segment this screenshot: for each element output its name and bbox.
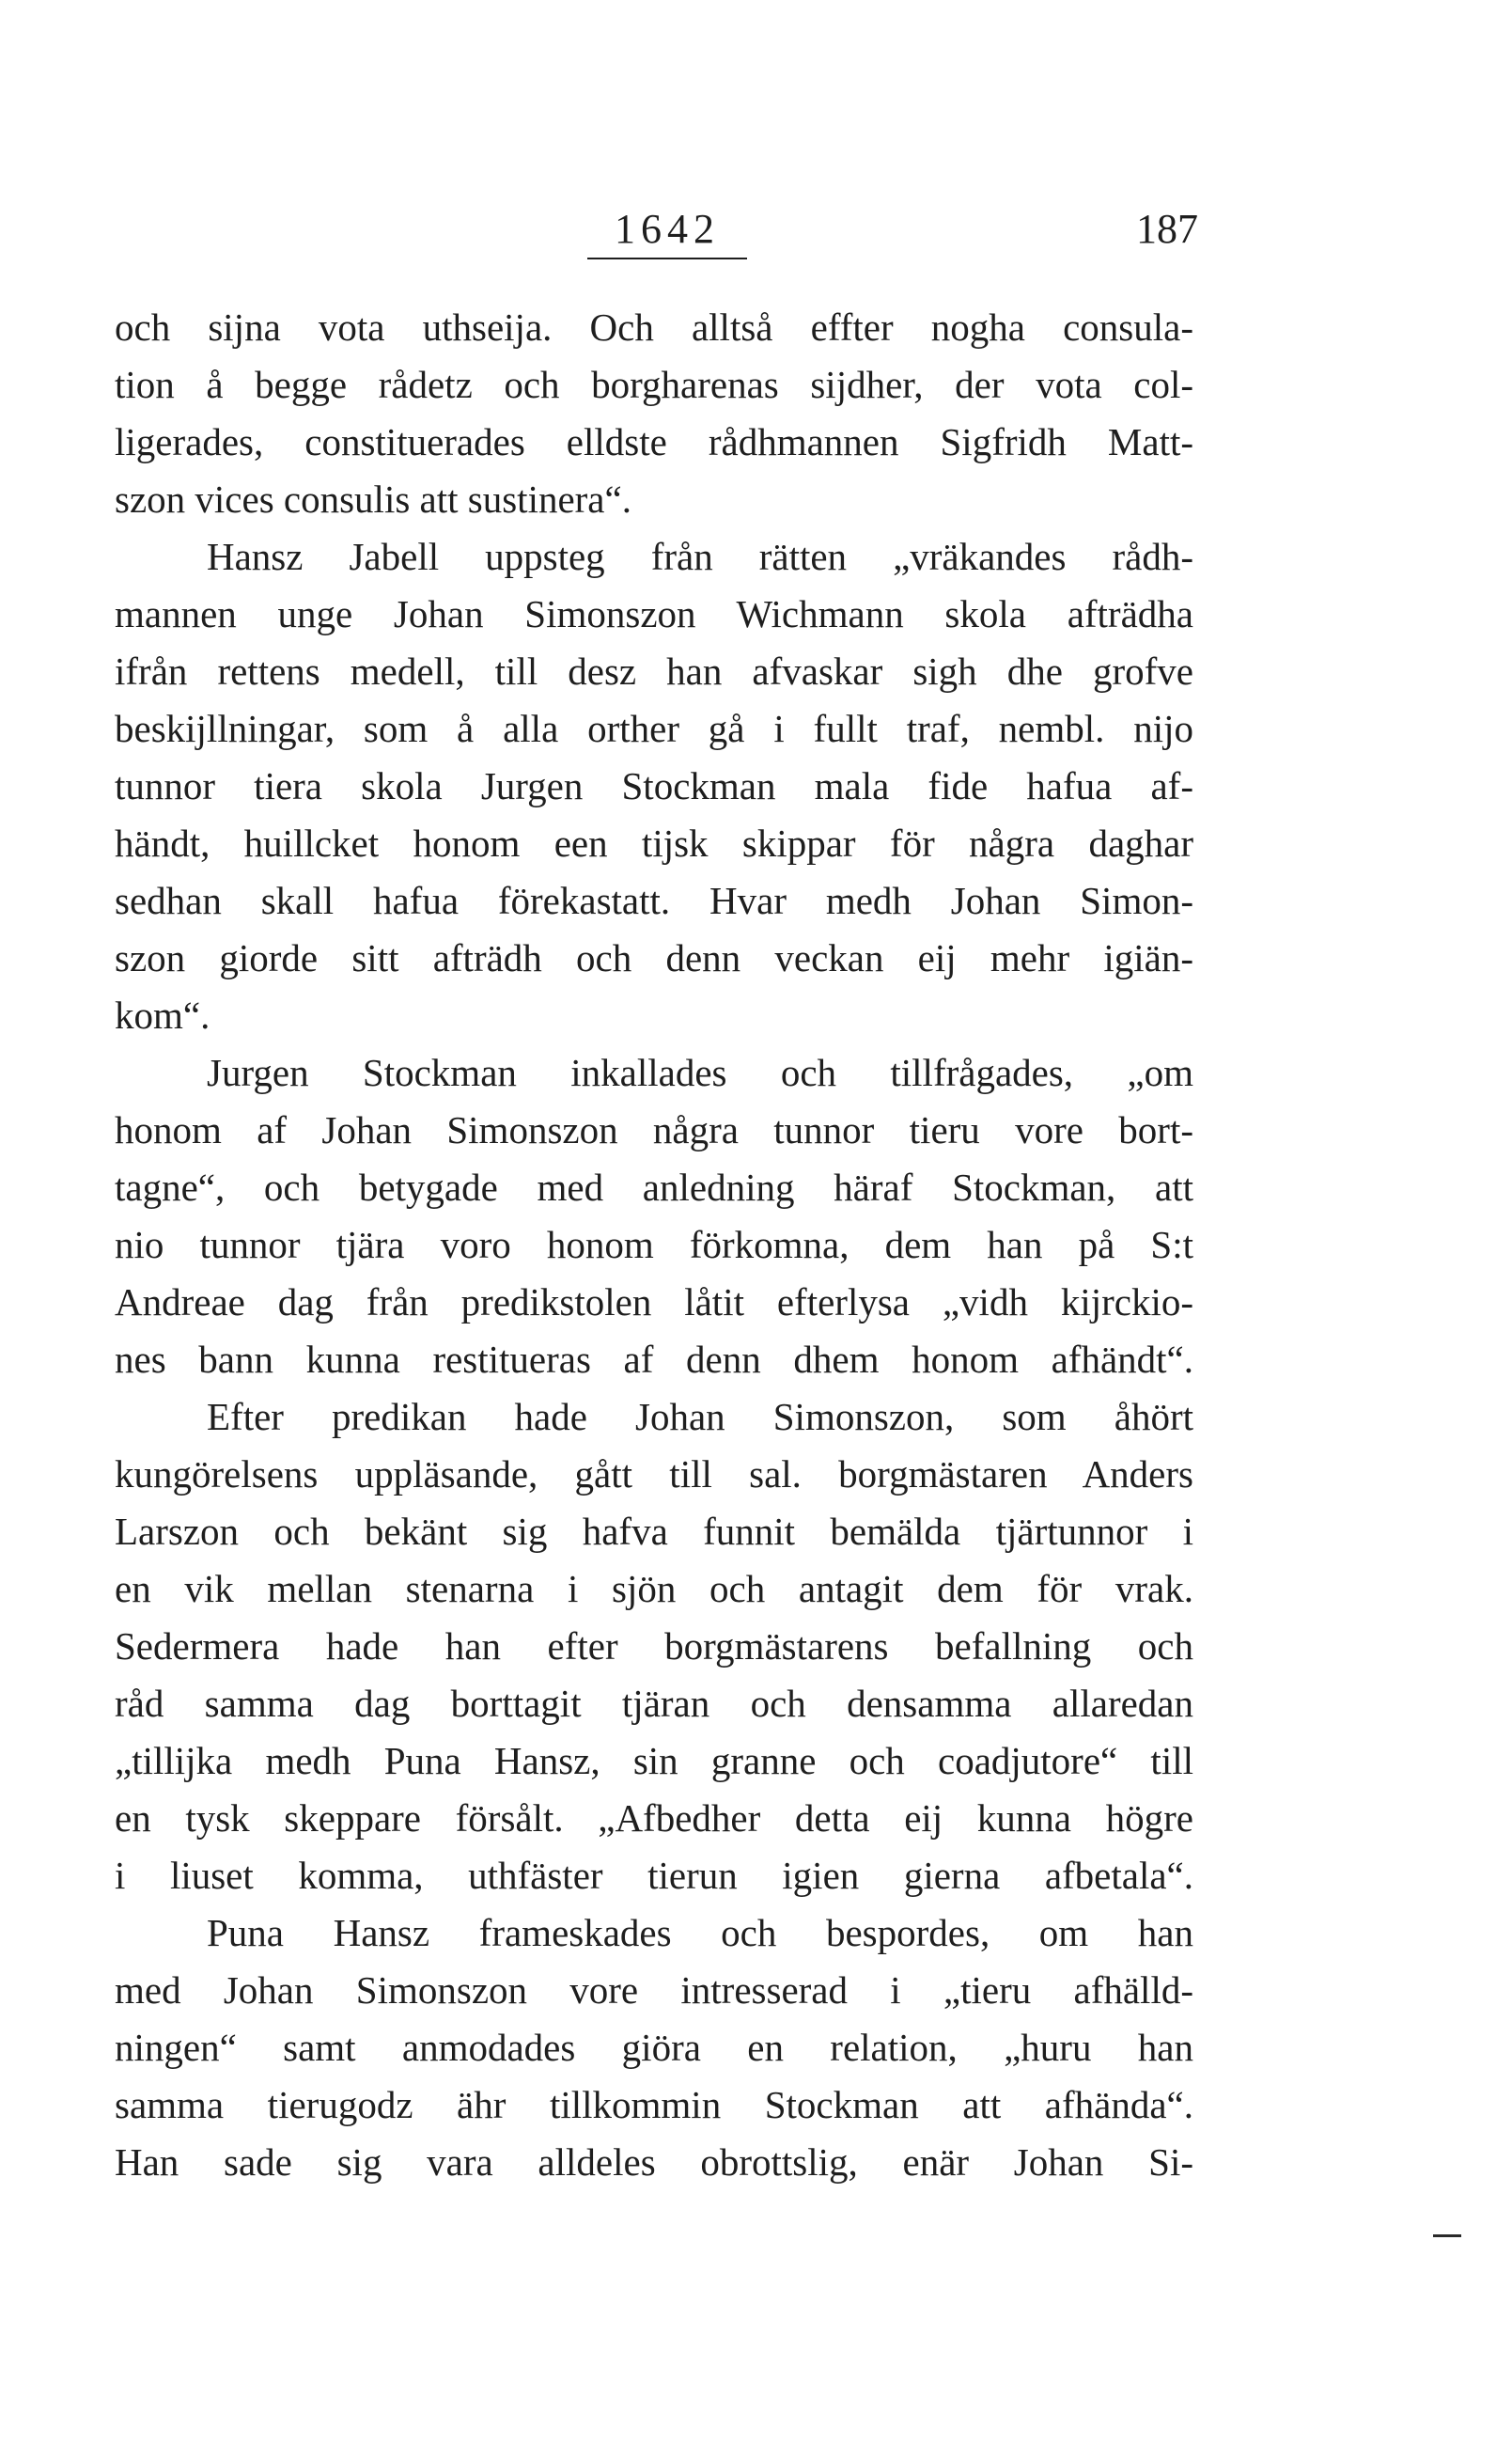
text-line: szon giorde sitt afträdh och denn veckan eij mehr igiän- xyxy=(115,936,1193,979)
text-line: sedhan skall hafua förekastatt. Hvar medh Johan Simon- xyxy=(115,879,1193,922)
text-line: med Johan Simonszon vore intresserad i „tieru afhälld- xyxy=(115,1968,1193,2012)
text-line: en tysk skeppare försålt. „Afbedher detta eij kunna högre xyxy=(115,1796,1193,1840)
page-number: 187 xyxy=(1136,206,1198,252)
text-line-paragraph-start: Puna Hansz frameskades och bespordes, om han xyxy=(207,1911,1193,1954)
text-line: „tillijka medh Puna Hansz, sin granne och coadjutore“ till xyxy=(115,1739,1193,1782)
text-line: Sedermera hade han efter borgmästarens befallning och xyxy=(115,1624,1193,1668)
text-line: Larszon och bekänt sig hafva funnit bemälda tjärtunnor i xyxy=(115,1510,1193,1553)
text-line: mannen unge Johan Simonszon Wichmann skola afträdha xyxy=(115,592,1193,635)
text-line-paragraph-start: Hansz Jabell uppsteg från rätten „vräkandes rådh- xyxy=(207,535,1193,578)
text-line: Han sade sig vara alldeles obrottslig, enär Johan Si- xyxy=(115,2140,1193,2184)
text-line: råd samma dag borttagit tjäran och densamma allaredan xyxy=(115,1682,1193,1725)
text-line: och sijna vota uthseija. Och alltså effter nogha consula- xyxy=(115,306,1193,349)
running-header-year: 1642 xyxy=(587,205,747,259)
text-line: beskijllningar, som å alla orther gå i fullt traf, nembl. nijo xyxy=(115,707,1193,750)
text-line: tunnor tiera skola Jurgen Stockman mala fide hafua af- xyxy=(115,764,1193,807)
text-line: tion å begge rådetz och borgharenas sijdher, der vota col- xyxy=(115,363,1193,406)
text-line-paragraph-end: kom“. xyxy=(115,994,210,1037)
text-line: Andreae dag från predikstolen låtit efterlysa „vidh kijrckio- xyxy=(115,1280,1193,1324)
text-line: kungörelsens uppläsande, gått till sal. borgmästaren Anders xyxy=(115,1452,1193,1496)
text-line: ifrån rettens medell, till desz han afvaskar sigh dhe grofve xyxy=(115,650,1193,693)
text-line-paragraph-end: i liuset komma, uthfäster tierun igien gierna afbetala“. xyxy=(115,1854,1193,1897)
text-line: nio tunnor tjära voro honom förkomna, dem han på S:t xyxy=(115,1223,1193,1266)
text-line-paragraph-start: Efter predikan hade Johan Simonszon, som åhört xyxy=(207,1395,1193,1438)
text-line: samma tierugodz ähr tillkommin Stockman att afhända“. xyxy=(115,2083,1193,2126)
text-line-paragraph-end: szon vices consulis att sustinera“. xyxy=(115,478,631,521)
body-text xyxy=(115,299,1193,2191)
text-line: tagne“, och betygade med anledning häraf Stockman, att xyxy=(115,1166,1193,1209)
text-line: händt, huillcket honom een tijsk skippar för några daghar xyxy=(115,822,1193,865)
text-line: ligerades, constituerades elldste rådhmannen Sigfridh Matt- xyxy=(115,420,1193,463)
text-line: en vik mellan stenarna i sjön och antagit dem för vrak. xyxy=(115,1567,1193,1610)
text-line: honom af Johan Simonszon några tunnor tieru vore bort- xyxy=(115,1108,1193,1152)
text-line: ningen“ samt anmodades giöra en relation, „huru han xyxy=(115,2026,1193,2069)
text-line-paragraph-start: Jurgen Stockman inkallades och tillfrågades, „om xyxy=(207,1051,1193,1094)
text-line-paragraph-end: nes bann kunna restitueras af denn dhem honom afhändt“. xyxy=(115,1338,1193,1381)
scan-artifact-mark xyxy=(1433,2234,1461,2237)
